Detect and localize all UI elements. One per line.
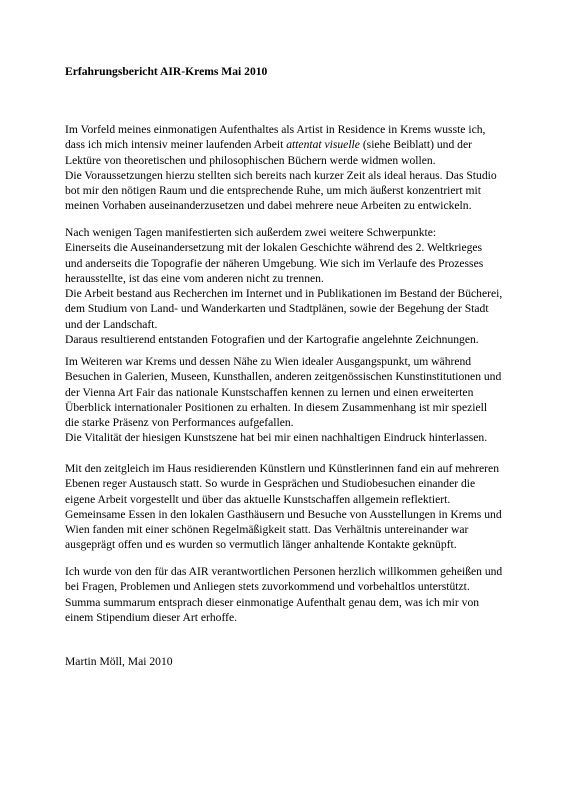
paragraph-intro	[65, 122, 545, 214]
text-line: Wien fanden mit einer schönen Regelmäßigkeit statt. Das Verhältnis untereinander war	[65, 523, 469, 537]
text-line: herausstellte, ist das eine vom anderen nicht zu trennen.	[65, 271, 324, 285]
text-line: Einerseits die Auseinandersetzung mit der lokalen Geschichte während des 2. Weltkrieges	[65, 241, 483, 255]
text-line: die starke Präsenz von Performances aufgefallen.	[65, 416, 294, 430]
text-line: einem Stipendium dieser Art erhoffe.	[65, 610, 238, 624]
artwork-title: attentat visuelle	[286, 138, 360, 152]
text-line: Die Voraussetzungen hierzu stellten sich bereits nach kurzer Zeit als ideal heraus. Das Studio	[65, 168, 497, 182]
text-line: Daraus resultierend entstanden Fotografien und der Kartografie angelehnte Zeichnungen.	[65, 333, 479, 347]
signature	[65, 654, 545, 669]
text-line: Im Vorfeld meines einmonatigen Aufenthaltes als Artist in Residence in Krems wusste ich,	[65, 123, 486, 136]
text-line: Die Vitalität der hiesigen Kunstszene hat bei mir einen nachhaltigen Eindruck hinterlassen.	[65, 431, 488, 445]
text-line: Die Arbeit bestand aus Recherchen im Internet und in Publikationen im Bestand der Bücherei,	[65, 287, 503, 301]
signature-line: Martin Möll, Mai 2010	[65, 655, 173, 668]
text-line: dem Studium von Land- und Wanderkarten und Stadtplänen, sowie der Begehung der Stadt	[65, 302, 489, 316]
text-line: Nach wenigen Tagen manifestierten sich außerdem zwei weitere Schwerpunkte:	[65, 226, 437, 239]
text-line: und anderseits die Topografie der näheren Umgebung. Wie sich im Verlaufe des Prozesses	[65, 256, 484, 270]
text-line	[65, 137, 545, 152]
text-line: Besuchen in Galerien, Museen, Kunsthallen, anderen zeitgenössischen Kunstinstitutionen und	[65, 370, 502, 384]
text-line: und der Landschaft.	[65, 317, 158, 331]
text-line: Lektüre von theoretischen und philosophischen Büchern werde widmen wollen.	[65, 153, 436, 167]
paragraph-focus	[65, 225, 545, 347]
text-segment: (siehe Beiblatt) und der	[359, 138, 472, 152]
document-title: Erfahrungsbericht AIR-Krems Mai 2010	[65, 65, 268, 78]
text-line: Summa summarum entsprach dieser einmonatige Aufenthalt genau dem, was ich mir von	[65, 595, 480, 609]
text-segment: dass ich mich intensiv meiner laufenden Arbeit	[65, 138, 287, 152]
text-line: Überblick internationaler Positionen zu erhalten. In diesem Zusammenhang ist mir speziell	[65, 400, 488, 414]
text-line: ausgeprägt offen und es wurden so vermutlich länger anhaltende Kontakte geknüpft.	[65, 538, 457, 552]
paragraph-closing	[65, 564, 545, 625]
text-line: Gemeinsame Essen in den lokalen Gasthäusern und Besuche von Ausstellungen in Krems und	[65, 507, 502, 521]
text-line: Ich wurde von den für das AIR verantwortlichen Personen herzlich willkommen geheißen und	[65, 565, 503, 578]
text-line: Mit den zeitgleich im Haus residierenden Künstlern und Künstlerinnen fand ein auf mehreren	[65, 462, 499, 475]
text-line: meinen Vorhaben auseinanderzusetzen und dabei mehrere neue Arbeiten zu entwickeln.	[65, 199, 472, 213]
paragraph-exchange	[65, 461, 545, 553]
paragraph-vienna	[65, 354, 545, 446]
text-line: bei Fragen, Problemen und Anliegen stets zuvorkommend und vorbehaltlos unterstützt.	[65, 580, 470, 594]
text-line: der Vienna Art Fair das nationale Kunstschaffen kennen zu lernen und einen erweiterten	[65, 385, 474, 399]
text-line: Ebenen reger Austausch statt. So wurde in Gesprächen und Studiobesuchen einander die	[65, 477, 476, 491]
text-line: bot mir den nötigen Raum und die entsprechende Ruhe, um mich äußerst konzentriert mit	[65, 184, 481, 198]
text-line: Im Weiteren war Krems und dessen Nähe zu Wien idealer Ausgangspunkt, um während	[65, 355, 472, 368]
text-line: eigene Arbeit vorgestellt und über das aktuelle Kunstschaffen allgemein reflektiert.	[65, 492, 451, 506]
